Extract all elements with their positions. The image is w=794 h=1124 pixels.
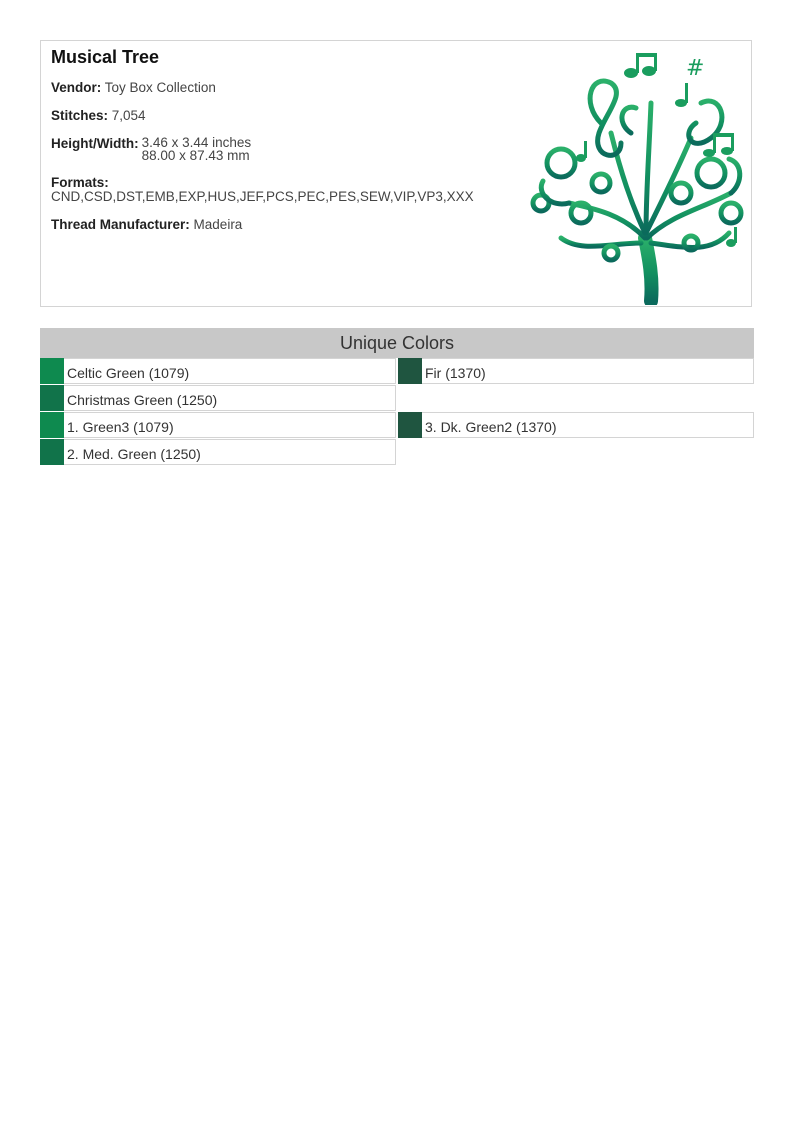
color-swatch <box>398 412 422 438</box>
design-title: Musical Tree <box>51 47 160 67</box>
svg-text:#: # <box>686 56 705 81</box>
color-name: 3. Dk. Green2 (1370) <box>425 419 557 435</box>
color-name: 1. Green3 (1079) <box>67 419 174 435</box>
color-name: Christmas Green (1250) <box>67 392 218 408</box>
formats-label: Formats: <box>51 175 109 190</box>
color-cell-celtic-green <box>40 358 396 384</box>
stitches-value: 7,054 <box>111 108 146 123</box>
stitches-row <box>51 108 491 123</box>
musical-tree-embroidery-icon <box>481 43 751 305</box>
stitches-label: Stitches: <box>51 108 109 123</box>
color-swatch <box>40 385 64 411</box>
color-swatch <box>40 412 64 438</box>
color-cell-christmas-green <box>40 385 396 411</box>
vendor-value: Toy Box Collection <box>104 80 216 95</box>
thread-value: Madeira <box>193 217 243 232</box>
color-swatch <box>40 439 64 465</box>
formats-value: CND,CSD,DST,EMB,EXP,HUS,JEF,PCS,PEC,PES,SEW,VIP,VP3,XXX <box>51 189 474 204</box>
color-swatch <box>40 358 64 384</box>
height-width-label: Height/Width: <box>51 136 139 151</box>
design-info-card <box>40 40 752 307</box>
height-width-row <box>51 136 491 162</box>
color-swatch <box>398 358 422 384</box>
formats-row <box>51 175 491 204</box>
color-name: 2. Med. Green (1250) <box>67 446 201 462</box>
color-cell-fir <box>398 358 754 384</box>
thread-row <box>51 217 491 232</box>
color-cell-dk-green2 <box>398 412 754 438</box>
vendor-label: Vendor: <box>51 80 102 95</box>
thread-label: Thread Manufacturer: <box>51 217 190 232</box>
color-cell-green3 <box>40 412 396 438</box>
size-mm: 88.00 x 87.43 mm <box>141 148 250 163</box>
unique-colors-header: Unique Colors <box>40 328 754 358</box>
color-name: Fir (1370) <box>425 365 486 381</box>
design-details <box>51 47 491 245</box>
color-cell-med-green <box>40 439 396 465</box>
color-name: Celtic Green (1079) <box>67 365 190 381</box>
size-inches: 3.46 x 3.44 inches <box>141 135 252 150</box>
vendor-row <box>51 80 491 95</box>
